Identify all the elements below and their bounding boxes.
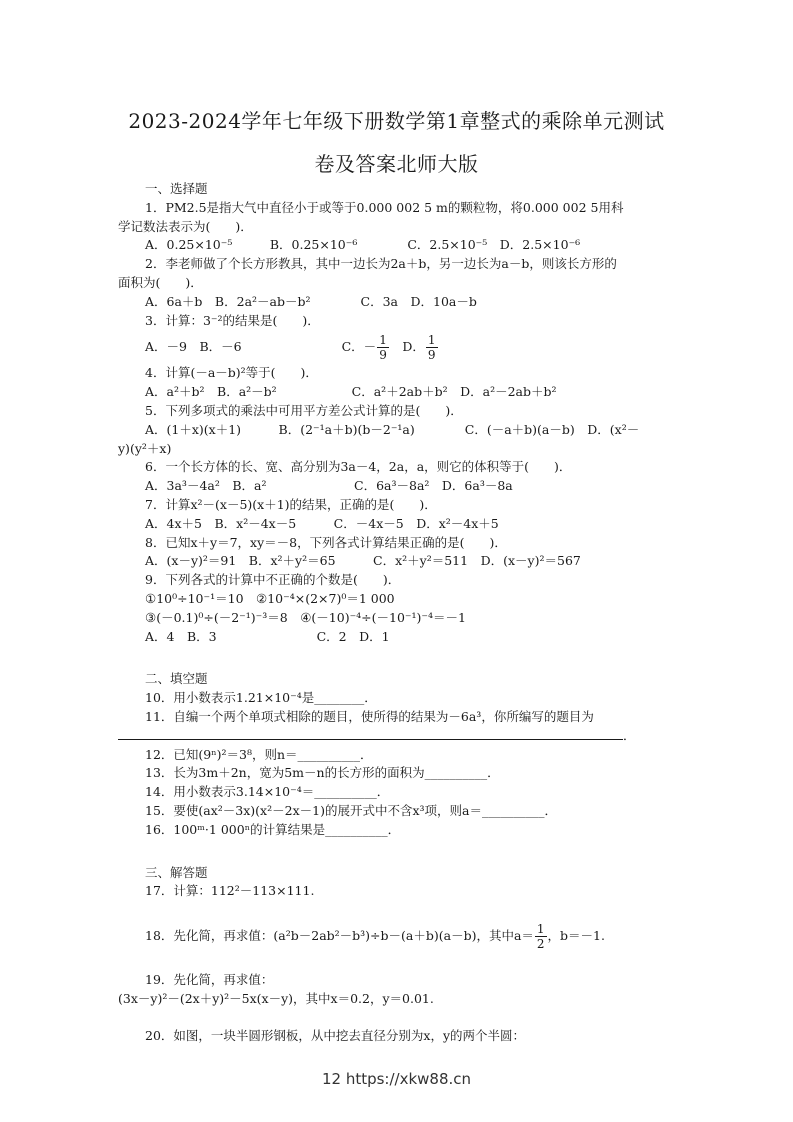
document-title-line1: 2023-2024学年七年级下册数学第1章整式的乘除单元测试 — [128, 109, 665, 133]
question-5-options-cont: y)(y²＋x) — [118, 440, 172, 456]
question-11-end: ． — [623, 727, 636, 743]
question-1-cont: 学记数法表示为( )． — [118, 218, 253, 234]
section-heading: 二、填空题 — [145, 671, 208, 687]
question-10: 10．用小数表示1.21×10⁻⁴是________． — [145, 690, 377, 706]
question-20: 20．如图，一块半圆形钢板，从中挖去直径分别为x，y的两个半圆： — [145, 1027, 526, 1043]
question-7-options: A．4x＋5 B．x²－4x－5 C．－4x－5 D．x²－4x＋5 — [145, 515, 499, 531]
question-7: 7．计算x²－(x－5)(x＋1)的结果，正确的是( )． — [145, 496, 437, 512]
fraction-c — [377, 333, 389, 362]
question-11: 11．自编一个两个单项式相除的题目，使所得的结果为－6a³，你所编写的题目为 — [145, 708, 594, 724]
question-3-option-d-label: D． — [389, 339, 425, 355]
question-4-options: A．a²＋b² B．a²－b² C．a²＋2ab＋b² D．a²－2ab＋b² — [145, 384, 557, 400]
question-3-options — [118, 330, 678, 364]
question-5: 5．下列多项式的乘法中可用平方差公式计算的是( )． — [145, 402, 463, 418]
question-4: 4．计算(－a－b)²等于( )． — [145, 365, 318, 381]
fraction-d-denominator: 9 — [427, 348, 436, 363]
question-18-text: 18．先化简，再求值：(a²b－2ab²－b³)÷b－(a＋b)(a－b)，其中a＝ — [145, 928, 534, 944]
question-2: 2．李老师做了个长方形教具，其中一边长为2a＋b，另一边长为a－b，则该长方形的 — [145, 256, 617, 272]
question-2-options: A．6a＋b B．2a²－ab－b² C．3a D．10a－b — [145, 293, 477, 309]
fraction-d-numerator: 1 — [427, 333, 436, 348]
question-11-answer-line — [118, 727, 678, 746]
question-9-item-2: ③(－0.1)⁰÷(－2⁻¹)⁻³＝8 ④(－10)⁻⁴÷(－10⁻¹)⁻⁴＝－1 — [145, 609, 466, 625]
question-19-expression: (3x－y)²－(2x＋y)²－5x(x－y)，其中x＝0.2，y＝0.01. — [118, 990, 434, 1006]
question-18-text-end: ，b＝－1. — [547, 928, 605, 944]
question-1: 1．PM2.5是指大气中直径小于或等于0.000 002 5 m的颗粒物，将0.000 002 5用科 — [145, 199, 624, 215]
page-footer: 12 https://xkw88.cn — [321, 1070, 472, 1088]
question-15: 15．要使(ax²－3x)(x²－2x－1)的展开式中不含x³项，则a＝__________． — [145, 802, 557, 818]
fraction-c-numerator: 1 — [379, 333, 387, 348]
document-body — [118, 180, 678, 1045]
question-16: 16．100ᵐ·1 000ⁿ的计算结果是__________． — [145, 821, 401, 837]
fraction-d — [426, 333, 438, 362]
question-17: 17．计算：112²－113×111. — [145, 883, 315, 899]
question-8: 8．已知x＋y＝7，xy＝－8，下列各式计算结果正确的是( )． — [145, 534, 507, 550]
question-14: 14．用小数表示3.14×10⁻⁴＝__________． — [145, 784, 390, 800]
question-6: 6．一个长方体的长、宽、高分别为3a－4，2a，a，则它的体积等于( )． — [145, 459, 572, 475]
question-13: 13．长为3m＋2n，宽为5m－n的长方形的面积为__________． — [145, 765, 500, 781]
question-3-options-ac: A．－9 B．－6 C．－ — [145, 339, 377, 355]
document-title-line2: 卷及答案北师大版 — [314, 152, 479, 176]
question-9-options: A．4 B．3 C．2 D．1 — [145, 628, 390, 644]
fraction-c-denominator: 9 — [379, 348, 387, 363]
question-5-options: A．(1＋x)(x＋1) B．(2⁻¹a＋b)(b－2⁻¹a) C．(－a＋b)(a－b) D．(x²－ — [145, 421, 640, 437]
question-9: 9．下列各式的计算中不正确的个数是( )． — [145, 572, 401, 588]
question-6-options: A．3a³－4a² B．a² C．6a³－8a² D．6a³－8a — [145, 478, 513, 494]
question-9-item-1: ①10⁰÷10⁻¹＝10 ②10⁻⁴×(2×7)⁰＝1 000 — [145, 590, 395, 606]
section-heading: 三、解答题 — [145, 864, 208, 880]
answer-blank — [118, 727, 623, 740]
fraction-a-denominator: 2 — [536, 937, 545, 952]
question-2-cont: 面积为( )． — [118, 274, 203, 290]
fraction-a-value — [535, 922, 547, 951]
section-heading: 一、选择题 — [145, 181, 208, 196]
question-1-options: A．0.25×10⁻⁵ B．0.25×10⁻⁶ C．2.5×10⁻⁵ D．2.5×10⁻⁶ — [145, 237, 581, 253]
question-3: 3．计算：3⁻²的结果是( )． — [145, 312, 320, 328]
question-19: 19．先化简，再求值： — [145, 972, 274, 988]
fraction-a-numerator: 1 — [536, 922, 545, 937]
question-12: 12．已知(9ⁿ)²＝3⁸，则n＝__________． — [145, 746, 373, 762]
question-8-options: A．(x－y)²＝91 B．x²＋y²＝65 C．x²＋y²＝511 D．(x－y)²＝567 — [145, 553, 581, 569]
question-18 — [118, 919, 678, 953]
